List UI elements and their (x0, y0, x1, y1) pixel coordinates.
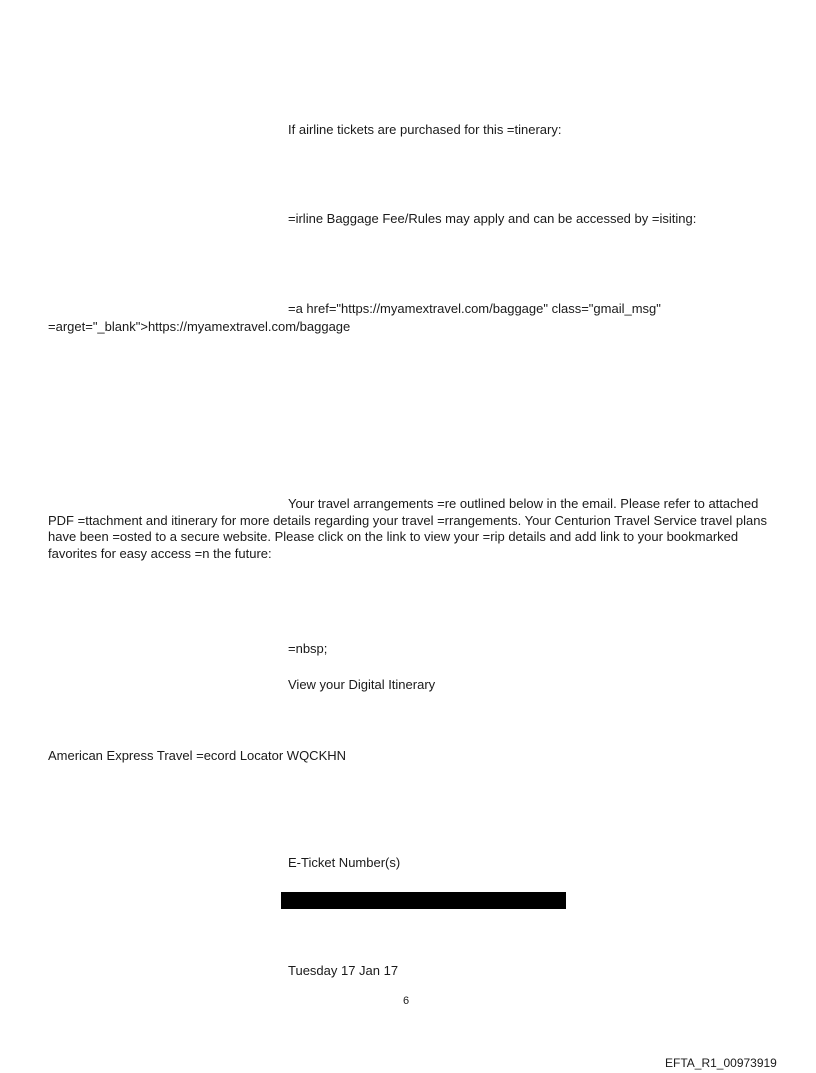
travel-arrangements-paragraph (48, 496, 768, 562)
page-number: 6 (403, 995, 410, 1007)
date-text: Tuesday 17 Jan 17 (288, 963, 399, 978)
document-id-footer: EFTA_R1_00973919 (665, 1056, 777, 1070)
digital-itinerary-link[interactable]: View your Digital Itinerary (288, 677, 436, 692)
baggage-href-line-2: =arget="_blank">https://myamextravel.com/baggage (48, 319, 351, 334)
eticket-label: E-Ticket Number(s) (288, 855, 401, 870)
tickets-intro-text: If airline tickets are purchased for this =tinerary: (288, 122, 562, 137)
travel-arrangements-text: Your travel arrangements =re outlined below in the email. Please refer to attached PDF =ttachment and itinerary for more details regarding your travel =rrangements. Your Centurion Travel Service travel plans have been =osted to a secure website. Please click on the link to view your =rip details and add link to your bookmarked favorites for easy access =n the future: (48, 496, 767, 561)
baggage-rules-text: =irline Baggage Fee/Rules may apply and can be accessed by =isiting: (288, 211, 697, 226)
record-locator-text: American Express Travel =ecord Locator WQCKHN (48, 748, 347, 763)
baggage-href-line-1: =a href="https://myamextravel.com/baggage" class="gmail_msg" (288, 301, 661, 316)
redaction-bar (281, 892, 566, 909)
nbsp-text: =nbsp; (288, 641, 328, 656)
